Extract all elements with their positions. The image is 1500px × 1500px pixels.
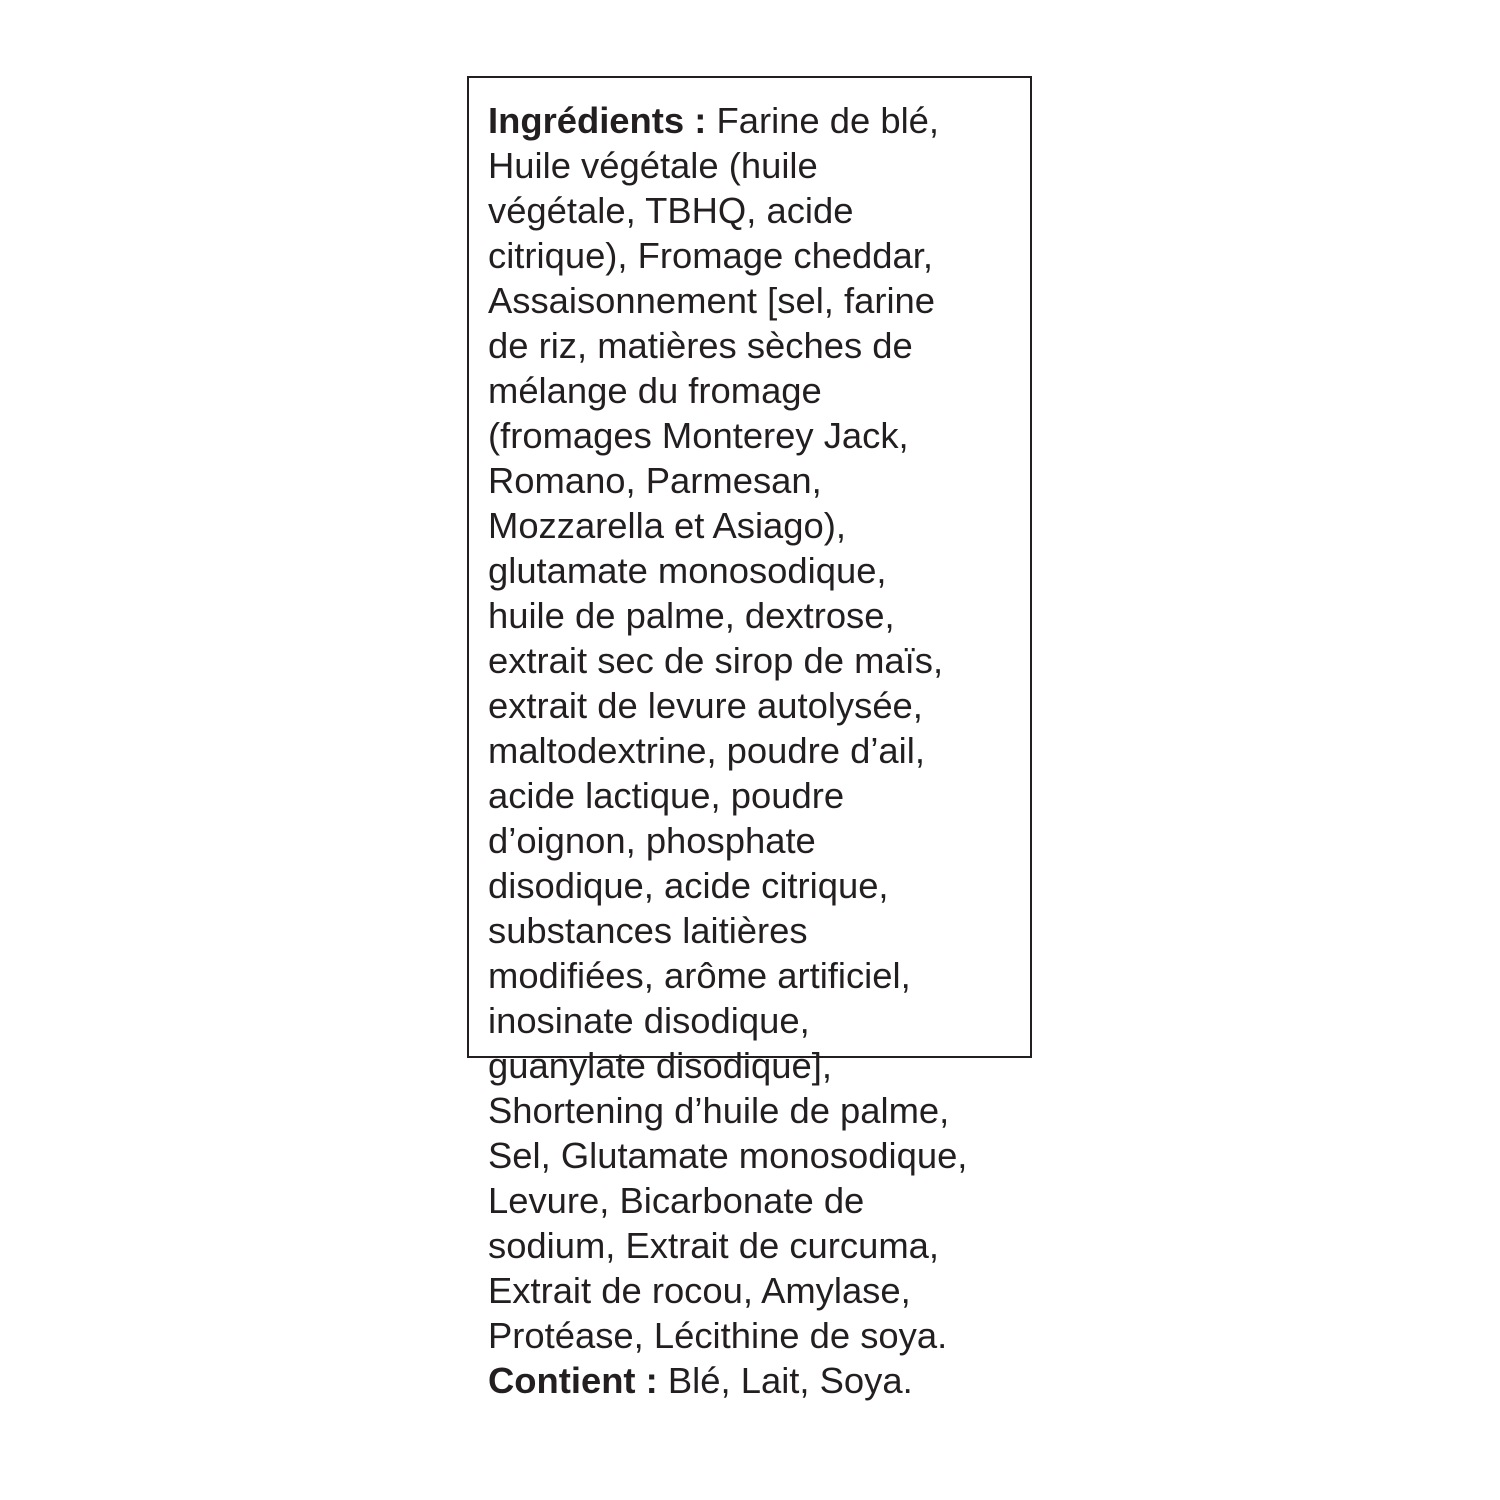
ingredients-line: Romano, Parmesan, <box>488 460 822 501</box>
ingredients-line: guanylate disodique], <box>488 1045 832 1086</box>
ingredients-line: maltodextrine, poudre d’ail, <box>488 730 925 771</box>
ingredients-line: Sel, Glutamate monosodique, <box>488 1135 968 1176</box>
ingredients-line: (fromages Monterey Jack, <box>488 415 909 456</box>
ingredients-line: modifiées, arôme artificiel, <box>488 955 911 996</box>
ingredients-line: extrait sec de sirop de maïs, <box>488 640 944 681</box>
ingredients-line: Mozzarella et Asiago), <box>488 505 847 546</box>
ingredients-line-text: Farine de blé, <box>706 100 940 141</box>
ingredients-line: extrait de levure autolysée, <box>488 685 923 726</box>
ingredients-line: disodique, acide citrique, <box>488 865 889 906</box>
ingredients-text-block <box>488 98 1018 1403</box>
ingredients-heading: Ingrédients : <box>488 100 707 141</box>
ingredients-line: substances laitières <box>488 910 808 951</box>
ingredients-line: d’oignon, phosphate <box>488 820 816 861</box>
ingredients-line-1 <box>488 98 1018 143</box>
ingredients-line: huile de palme, dextrose, <box>488 595 895 636</box>
ingredients-line: Shortening d’huile de palme, <box>488 1090 950 1131</box>
contains-heading: Contient : <box>488 1360 658 1401</box>
ingredients-line: Huile végétale (huile <box>488 145 818 186</box>
ingredients-line: Assaisonnement [sel, farine <box>488 280 936 321</box>
ingredients-line: de riz, matières sèches de <box>488 325 913 366</box>
ingredients-line: Extrait de rocou, Amylase, <box>488 1270 911 1311</box>
ingredients-line: inosinate disodique, <box>488 1000 810 1041</box>
ingredients-line: sodium, Extrait de curcuma, <box>488 1225 940 1266</box>
ingredients-line: acide lactique, poudre <box>488 775 845 816</box>
ingredients-label-box <box>467 76 1032 1401</box>
ingredients-line: végétale, TBHQ, acide <box>488 190 854 231</box>
ingredients-line: glutamate monosodique, <box>488 550 887 591</box>
ingredients-line: citrique), Fromage cheddar, <box>488 235 933 276</box>
contains-line <box>488 1358 1018 1403</box>
ingredients-line: Protéase, Lécithine de soya. <box>488 1315 948 1356</box>
ingredients-line: Levure, Bicarbonate de <box>488 1180 865 1221</box>
ingredients-line: mélange du fromage <box>488 370 822 411</box>
contains-allergens: Blé, Lait, Soya. <box>657 1360 913 1401</box>
